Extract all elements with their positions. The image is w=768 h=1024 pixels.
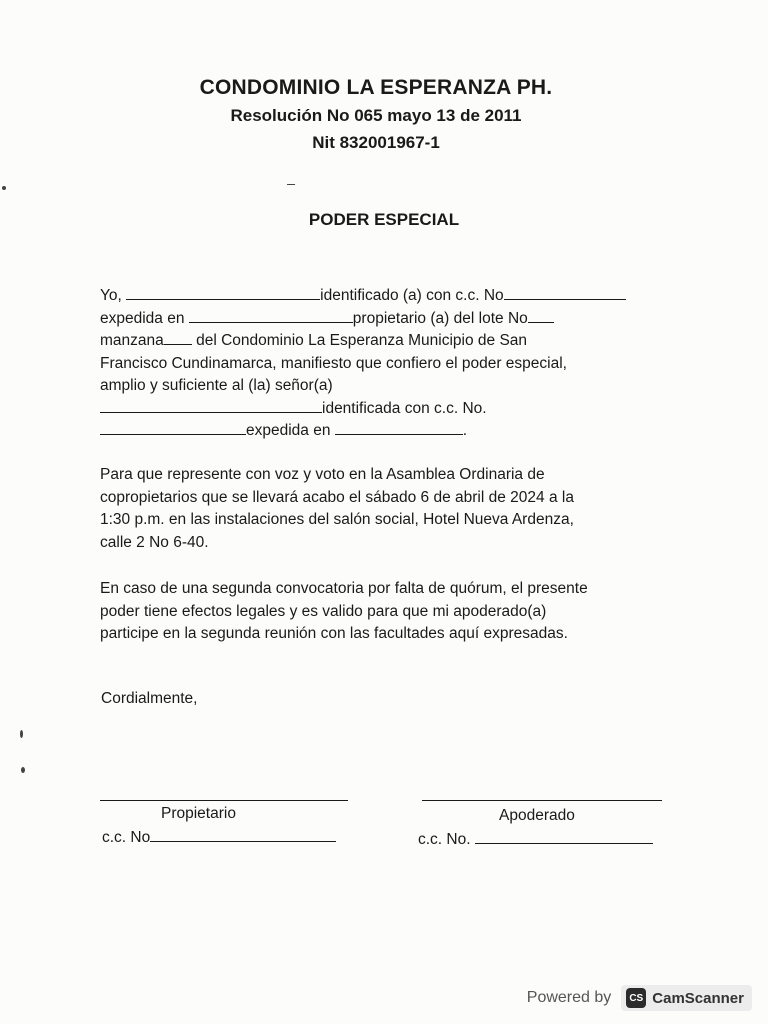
- paragraph-line: [100, 420, 662, 443]
- paragraph-line: En caso de una segunda convocatoria por falta de quórum, el presente: [100, 580, 588, 597]
- proxy-label: Apoderado: [499, 807, 575, 824]
- proxy-cc-label: c.c. No.: [418, 831, 471, 848]
- text: propietario: [352, 309, 427, 327]
- owner-signature-line: [100, 800, 348, 801]
- text: con: [404, 399, 430, 417]
- blank-issued-in-field: [189, 308, 353, 323]
- scan-speck: [287, 184, 295, 185]
- blank-proxy-issued-field: [335, 420, 463, 435]
- text: identificada: [322, 399, 401, 417]
- owner-label: Propietario: [161, 805, 236, 822]
- blank-lot-field: [528, 308, 554, 323]
- paragraph-line: copropietarios que se llevará acabo el sábado 6 de abril de 2024 a la: [100, 488, 574, 506]
- blank-proxy-name-field: [100, 398, 322, 413]
- text: .: [462, 422, 468, 439]
- blank-proxy-cc-field: [100, 420, 246, 435]
- document-title: CONDOMINIO LA ESPERANZA PH.: [199, 76, 553, 99]
- text: amplio: [100, 377, 146, 394]
- powered-by-text: Powered by: [526, 989, 612, 1006]
- camscanner-badge: [621, 985, 752, 1011]
- meeting-paragraph: [100, 464, 662, 554]
- blank-proxy-signature-cc-field: [475, 829, 653, 844]
- blank-name-field: [126, 285, 320, 300]
- owner-cc-row: [102, 827, 336, 847]
- blank-block-field: [164, 330, 192, 345]
- text: al: [231, 377, 244, 394]
- paragraph-line: 1:30 p.m. en las instalaciones del salón social, Hotel Nueva Ardenza,: [100, 511, 574, 528]
- text: señor(a): [274, 377, 333, 394]
- second-call-paragraph: [100, 578, 662, 646]
- paragraph-line: [100, 330, 662, 353]
- text: San: [499, 332, 528, 349]
- text: (la): [248, 377, 271, 394]
- camscanner-logo-icon: CS: [626, 988, 646, 1008]
- blank-owner-cc-field: [150, 827, 336, 842]
- paragraph-line: Para que represente con voz y voto en la Asamblea Ordinaria de: [100, 466, 545, 483]
- text: Esperanza: [329, 332, 404, 349]
- text: de: [477, 332, 496, 349]
- scan-speck: [21, 767, 25, 773]
- text: del: [453, 309, 475, 327]
- proxy-signature-line: [422, 800, 662, 801]
- text: La: [308, 332, 326, 349]
- scan-speck: [2, 186, 6, 190]
- proxy-cc-row: [418, 829, 653, 849]
- text: No.: [462, 399, 487, 417]
- paragraph-line: [100, 375, 662, 398]
- text: suficiente: [162, 377, 228, 394]
- power-of-attorney-paragraph: [100, 285, 662, 443]
- resolution-line: Resolución No 065 mayo 13 de 2011: [230, 106, 522, 125]
- text: en: [167, 309, 185, 327]
- paragraph-line: calle 2 No 6-40.: [100, 533, 209, 551]
- blank-cc-field: [504, 285, 626, 300]
- paragraph-line: participe en la segunda reunión con las facultades aquí expresadas.: [100, 625, 568, 642]
- text: del: [196, 332, 217, 349]
- owner-cc-label: c.c. No: [102, 829, 151, 846]
- text: manzana: [100, 332, 164, 349]
- paragraph-line: [100, 398, 662, 421]
- paragraph-line: poder tiene efectos legales y es valido para que mi apoderado(a): [100, 602, 547, 620]
- text: expedida: [100, 309, 163, 327]
- text: Yo,: [100, 287, 122, 304]
- document-subtitle: PODER ESPECIAL: [308, 210, 460, 229]
- nit-line: Nit 832001967-1: [312, 133, 440, 152]
- paragraph-line: Francisco Cundinamarca, manifiesto que confiero el poder especial,: [100, 354, 567, 372]
- scanner-watermark: [527, 984, 752, 1012]
- text: No: [507, 309, 528, 327]
- camscanner-brand: CamScanner: [652, 989, 744, 1007]
- text: y: [149, 377, 158, 394]
- text: expedida en: [246, 422, 331, 439]
- paragraph-line: [100, 308, 662, 331]
- paragraph-line: [100, 285, 662, 308]
- text: Municipio: [408, 332, 474, 349]
- text: c.c.: [434, 399, 459, 417]
- text: identificado (a) con c.c. No: [320, 287, 504, 304]
- scan-speck: [20, 730, 23, 738]
- text: Condominio: [221, 332, 304, 349]
- text: lote: [478, 309, 504, 327]
- closing-salutation: Cordialmente,: [101, 690, 198, 707]
- text: (a): [430, 309, 450, 327]
